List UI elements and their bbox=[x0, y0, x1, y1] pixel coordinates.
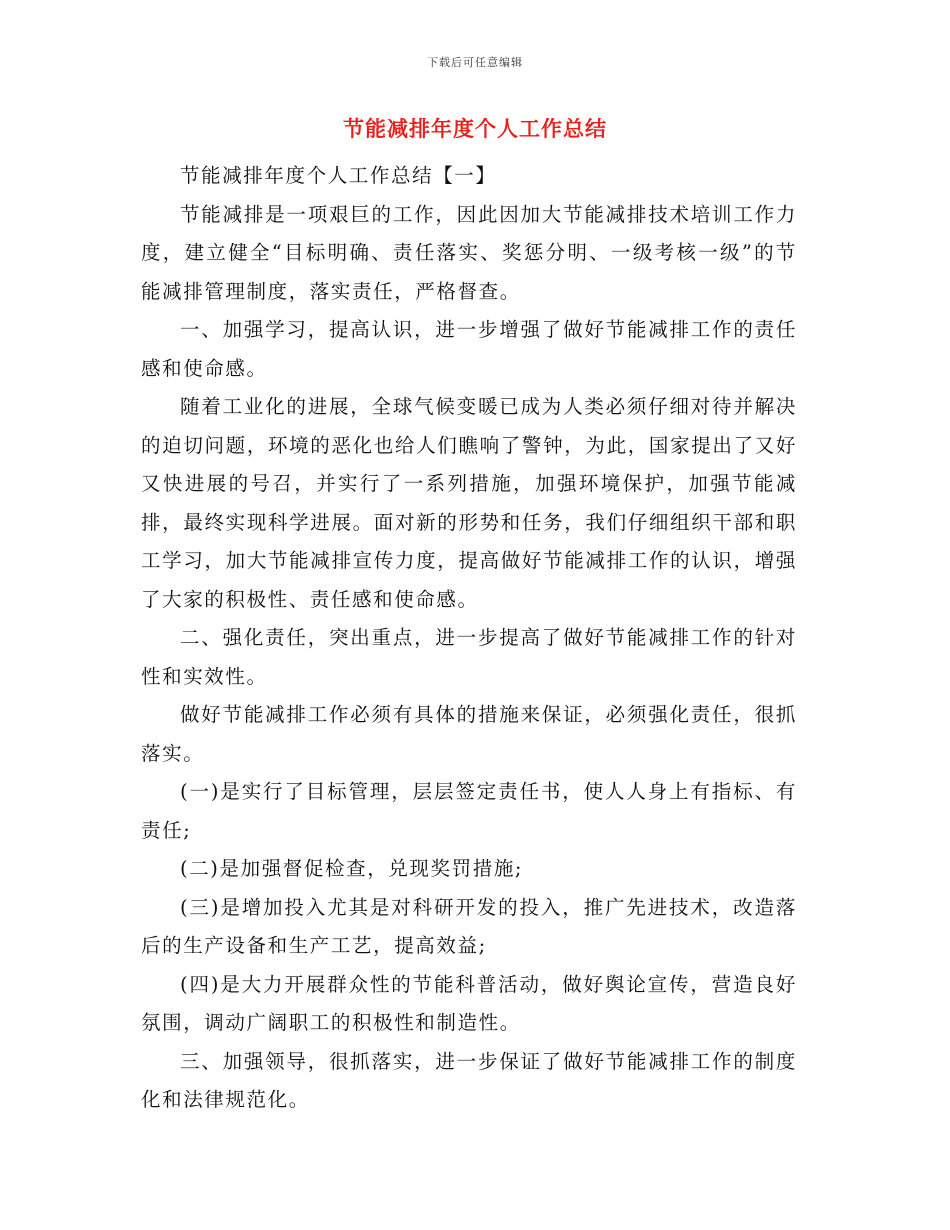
document-body bbox=[141, 157, 797, 1120]
paragraph: 做好节能减排工作必须有具体的措施来保证，必须强化责任，很抓落实。 bbox=[141, 703, 797, 765]
paragraph: 二、强化责任，突出重点，进一步提高了做好节能减排工作的针对性和实效性。 bbox=[141, 626, 797, 688]
paragraph: 节能减排是一项艰巨的工作，因此因加大节能减排技术培训工作力度，建立健全“目标明确、责任落实、奖惩分明、一级考核一级”的节能减排管理制度，落实责任，严格督查。 bbox=[141, 202, 797, 303]
paragraph: (四)是大力开展群众性的节能科普活动，做好舆论宣传，营造良好氛围，调动广阔职工的积极性和制造性。 bbox=[141, 972, 797, 1034]
paragraph: (一)是实行了目标管理，层层签定责任书，使人人身上有指标、有责任; bbox=[141, 780, 797, 842]
document-title: 节能减排年度个人工作总结 bbox=[343, 117, 607, 141]
paragraph: (二)是加强督促检查，兑现奖罚措施; bbox=[180, 857, 524, 880]
paragraph: 三、加强领导，很抓落实，进一步保证了做好节能减排工作的制度化和法律规范化。 bbox=[141, 1049, 797, 1111]
paragraph-section-heading: 节能减排年度个人工作总结【一】 bbox=[180, 164, 497, 187]
paragraph: 一、加强学习，提高认识，进一步增强了做好节能减排工作的责任感和使命感。 bbox=[141, 318, 797, 380]
paragraph: (三)是增加投入尤其是对科研开发的投入，推广先进技术，改造落后的生产设备和生产工艺，提高效益; bbox=[141, 895, 797, 957]
header-note: 下载后可任意编辑 bbox=[427, 56, 523, 69]
paragraph: 随着工业化的进展，全球气候变暖已成为人类必须仔细对待并解决的迫切问题，环境的恶化也给人们瞧响了警钟，为此，国家提出了又好又快进展的号召，并实行了一系列措施，加强环境保护，加强节能减排，最终实现科学进展。面对新的形势和任务，我们仔细组织干部和职工学习，加大节能减排宣传力度，提高做好节能减排工作的认识，增强了大家的积极性、责任感和使命感。 bbox=[141, 395, 797, 611]
